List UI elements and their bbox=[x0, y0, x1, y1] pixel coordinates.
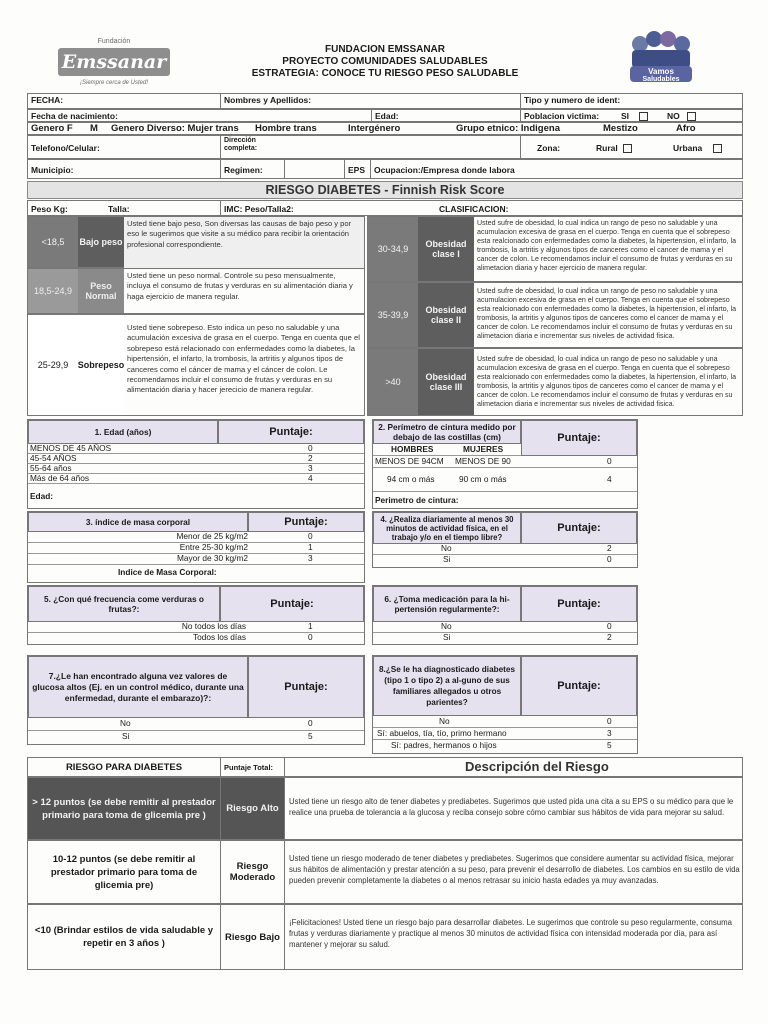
q8-option-0: No bbox=[439, 716, 450, 726]
q8-familiares-table bbox=[372, 655, 638, 754]
hombre-trans-label[interactable]: Hombre trans bbox=[255, 123, 317, 134]
form-row-4 bbox=[27, 135, 743, 159]
q2-footer-label: Perimetro de cintura: bbox=[375, 495, 459, 505]
q4-score-0: 2 bbox=[607, 543, 612, 553]
q2-hombres-label: HOMBRES bbox=[391, 444, 434, 454]
mestizo-label[interactable]: Mestizo bbox=[603, 123, 638, 134]
svg-text:Saludables: Saludables bbox=[642, 76, 680, 83]
q6-row-1[interactable] bbox=[373, 633, 637, 644]
q8-row-2[interactable] bbox=[373, 740, 637, 752]
q2-hombres-0: MENOS DE 94CM bbox=[375, 456, 444, 466]
municipio-label: Municipio: bbox=[31, 165, 74, 175]
q2-mujeres-label: MUJERES bbox=[463, 444, 504, 454]
imc-desc-peso-normal: Usted tiene un peso normal. Controle su peso mensualmente, incluya el consumo de frutas y verduras en su alimentación diaria y haga ejercicio de manera regular. bbox=[127, 271, 353, 301]
municipio-field[interactable] bbox=[28, 160, 221, 178]
risk-desc-header bbox=[285, 758, 744, 776]
risk-text-bajo: ¡Felicitaciones! Usted tiene un riesgo bajo para desarrollar diabetes. Le sugerimos que controle su peso regularmente, consuma frutas y verduras diariamente y practique al menos 30 minutos de actividad física con intensidad moderada por día, para así mantener y mejorar su salud. bbox=[289, 918, 732, 949]
poblacion-no-label: NO bbox=[667, 111, 680, 121]
imc-header-row bbox=[27, 200, 743, 216]
svg-text:Vamos: Vamos bbox=[648, 67, 674, 76]
poblacion-si-checkbox[interactable] bbox=[639, 112, 648, 121]
imc-label-obesidad-3: Obesidad clase III bbox=[418, 349, 474, 415]
q7-option-1: Si bbox=[122, 731, 130, 741]
q7-row-0[interactable] bbox=[28, 718, 364, 731]
q5-score-0: 1 bbox=[308, 621, 313, 631]
form-row-2 bbox=[27, 109, 743, 122]
q8-option-1: Sí: abuelos, tía, tío, primo hermano bbox=[377, 728, 507, 738]
imc-desc-obesidad-3: Usted sufre de obesidad, lo cual indica un rango de peso no saludable y una acumulacion excesiva de grasa en el cuerpo. Tenga en cuenta que el sobrepeso esta realcionado con enfermedades como la diabetes, la hipertension, el infarto, la trombosis, la artritis y algunos tipos de canceres como el cancer de mama y el cancer de colon. Le recomendamos incluir el consumo de frutas y verduras en su alimetacion diaria e incrementar sus niveles de actividad fisica. bbox=[477, 355, 737, 408]
eps-label: EPS bbox=[348, 165, 366, 175]
imc-label-obesidad-1: Obesidad clase I bbox=[418, 217, 474, 281]
imc-label-bajo-peso: Bajo peso bbox=[78, 217, 124, 267]
q4-row-0[interactable] bbox=[373, 544, 637, 555]
imc-band-sobrepeso bbox=[27, 314, 365, 416]
imc-range-obesidad-1: 30-34,9 bbox=[368, 217, 418, 281]
genero-field bbox=[28, 123, 744, 134]
q1-score-0: 0 bbox=[308, 443, 313, 453]
q4-row-1[interactable] bbox=[373, 555, 637, 566]
q1-row-0[interactable] bbox=[28, 444, 364, 454]
imc-desc-bajo-peso: Usted tiene bajo peso, Son diversas las causas de bajo peso y por eso le sugerimos que visite a su médico para recibir la orientación profesional correspondiente. bbox=[124, 217, 364, 269]
edad-label: Edad: bbox=[375, 111, 399, 121]
imc-field[interactable] bbox=[221, 201, 744, 215]
q1-footer[interactable] bbox=[28, 486, 364, 504]
form-row-5 bbox=[27, 159, 743, 179]
risk-header-row bbox=[27, 757, 743, 777]
q2-row-0[interactable] bbox=[373, 456, 637, 468]
q2-score-0: 0 bbox=[607, 456, 612, 466]
q2-cintura-table bbox=[372, 419, 638, 509]
q6-option-1: Si bbox=[443, 632, 451, 642]
risk-row-bajo bbox=[27, 904, 743, 970]
title-line-3: ESTRATEGIA: CONOCE TU RIESGO PESO SALUDABLE bbox=[251, 68, 519, 79]
q4-title: 4. ¿Realiza diariamente al menos 30 minutos de actividad física, en el trabajo y/o en el tiempo libre? bbox=[373, 512, 521, 544]
q6-score-1: 2 bbox=[607, 632, 612, 642]
q8-score-1: 3 bbox=[607, 728, 612, 738]
q3-option-1: Entre 25-30 kg/m2 bbox=[179, 542, 248, 552]
q1-footer-label: Edad: bbox=[30, 491, 54, 501]
q7-glucosa-table bbox=[27, 655, 365, 745]
peso-label: Peso Kg: bbox=[31, 204, 68, 214]
q8-puntaje-header: Puntaje: bbox=[521, 656, 637, 716]
q1-score-3: 4 bbox=[308, 473, 313, 483]
tipo-ident-label: Tipo y numero de ident: bbox=[524, 95, 621, 105]
q2-score-1: 4 bbox=[607, 474, 612, 484]
eps-field[interactable] bbox=[345, 160, 371, 178]
q1-row-1[interactable] bbox=[28, 454, 364, 464]
imc-band-obesidad-3 bbox=[367, 348, 743, 416]
q3-score-0: 0 bbox=[308, 531, 313, 541]
peso-field[interactable] bbox=[28, 201, 221, 215]
regimen-value[interactable] bbox=[285, 160, 345, 178]
risk-criteria-alto: > 12 puntos (se debe remitir al prestador primario para toma de glicemia pre ) bbox=[28, 778, 221, 839]
q8-row-0[interactable] bbox=[373, 716, 637, 728]
urbana-label: Urbana bbox=[673, 143, 703, 153]
ocupacion-label: Ocupacion:/Empresa donde labora bbox=[374, 165, 515, 175]
title-line-2: PROYECTO COMUNIDADES SALUDABLES bbox=[282, 56, 488, 67]
genero-m-label[interactable]: M bbox=[90, 123, 98, 134]
grupo-etnico-label[interactable]: Grupo etnico: Indigena bbox=[456, 123, 560, 134]
urbana-checkbox[interactable] bbox=[713, 144, 722, 153]
q8-row-1[interactable] bbox=[373, 728, 637, 740]
q2-gender-header bbox=[373, 444, 521, 456]
diabetes-title: RIESGO DIABETES - Finnish Risk Score bbox=[27, 181, 743, 199]
talla-label: Talla: bbox=[108, 204, 130, 214]
q6-option-0: No bbox=[441, 621, 452, 631]
q1-puntaje-header: Puntaje: bbox=[218, 420, 364, 444]
q4-option-1: Si bbox=[443, 554, 451, 564]
risk-level-moderado: Riesgo Moderado bbox=[221, 841, 285, 903]
q2-mujeres-1: 90 cm o más bbox=[459, 474, 507, 484]
q8-title: 8.¿Se le ha diagnosticado diabetes (tipo 1 o tipo 2) a al-guno de sus familiares allegados u otros parientes? bbox=[373, 656, 521, 716]
q7-score-1: 5 bbox=[308, 731, 313, 741]
imc-band-peso-normal bbox=[27, 268, 365, 314]
q5-row-1[interactable] bbox=[28, 633, 364, 644]
imc-desc-obesidad-2: Usted sufre de obesidad, lo cual indica un rango de peso no saludable y una acumulacion excesiva de grasa en el cuerpo. Tenga en cuenta que el sobrepeso esta realcionado con enfermedades como la diabetes, la hipertension, el infarto, la trombosis, la artritis y algunos tipos de canceres como el cancer de mama y el cancer de colon. Le recomendamos incluir el consumo de frutas y verduras en su alimetacion diaria e incrementar sus niveles de actividad fisica. bbox=[477, 287, 737, 340]
form-row-1 bbox=[27, 93, 743, 109]
imc-label: IMC: Peso/Talla2: bbox=[224, 204, 294, 214]
q6-row-0[interactable] bbox=[373, 622, 637, 633]
q1-row-3[interactable] bbox=[28, 474, 364, 484]
genero-diverso-label[interactable]: Genero Diverso: Mujer trans bbox=[111, 123, 239, 134]
zona-label: Zona: bbox=[537, 143, 561, 153]
document-title bbox=[220, 44, 550, 80]
imc-range-peso-normal: 18,5-24,9 bbox=[28, 269, 78, 313]
q5-option-0: No todos los días bbox=[181, 621, 246, 631]
q1-option-3: Más de 64 años bbox=[30, 473, 90, 483]
direccion-label: Dirección completa: bbox=[224, 137, 258, 152]
q3-option-2: Mayor de 30 kg/m2 bbox=[176, 553, 248, 563]
title-line-1: FUNDACION EMSSANAR bbox=[325, 44, 445, 55]
q4-option-0: No bbox=[441, 543, 452, 553]
q6-medicacion-table bbox=[372, 585, 638, 645]
zona-field bbox=[521, 136, 744, 158]
imc-band-obesidad-1 bbox=[367, 216, 743, 282]
nombres-field[interactable] bbox=[221, 94, 521, 108]
q3-puntaje-header: Puntaje: bbox=[248, 512, 364, 532]
poblacion-no-checkbox[interactable] bbox=[687, 112, 696, 121]
q3-option-0: Menor de 25 kg/m2 bbox=[176, 531, 248, 541]
q4-score-1: 0 bbox=[607, 554, 612, 564]
intergenero-label[interactable]: Intergénero bbox=[348, 123, 401, 134]
q2-title: 2. Perímetro de cintura medido por debajo de las costillas (cm) bbox=[373, 420, 521, 444]
poblacion-si-label: SI bbox=[621, 111, 630, 121]
fecha-nac-label: Fecha de nacimiento: bbox=[31, 111, 118, 121]
genero-label[interactable]: Genero F bbox=[31, 123, 73, 134]
risk-row-alto bbox=[27, 777, 743, 840]
q2-footer[interactable] bbox=[373, 492, 637, 508]
q3-footer[interactable] bbox=[28, 566, 364, 580]
q1-edad-table bbox=[27, 419, 365, 509]
risk-title: RIESGO PARA DIABETES bbox=[28, 758, 221, 776]
rural-label: Rural bbox=[596, 143, 618, 153]
logo-main-text: Emssanar bbox=[58, 48, 170, 76]
q7-title: 7.¿Le han encontrado alguna vez valores de glucosa altos (Ej. en un control médico, durante una enfermedad, durante el embarazo)?: bbox=[28, 656, 248, 718]
q1-option-0: MENOS DE 45 AÑOS bbox=[30, 443, 112, 453]
fecha-field[interactable] bbox=[28, 94, 221, 108]
imc-range-sobrepeso: 25-29,9 bbox=[28, 315, 78, 415]
risk-total-label: Puntaje Total: bbox=[221, 758, 285, 776]
q3-row-2[interactable] bbox=[28, 554, 364, 565]
logo-sub-text: ¡Siempre cerca de Usted! bbox=[79, 80, 149, 86]
q1-score-1: 2 bbox=[308, 453, 313, 463]
q5-title: 5. ¿Con qué frecuencia come verduras o frutas?: bbox=[28, 586, 220, 622]
form-row-3 bbox=[27, 122, 743, 135]
tipo-ident-field[interactable] bbox=[521, 94, 744, 108]
rural-checkbox[interactable] bbox=[623, 144, 632, 153]
nombres-label: Nombres y Apellidos: bbox=[224, 95, 312, 105]
q5-option-1: Todos los días bbox=[192, 632, 246, 642]
telefono-field[interactable] bbox=[28, 136, 221, 158]
q3-score-2: 3 bbox=[308, 553, 313, 563]
risk-level-bajo: Riesgo Bajo bbox=[221, 905, 285, 969]
q4-puntaje-header: Puntaje: bbox=[521, 512, 637, 544]
risk-criteria-bajo: <10 (Brindar estilos de vida saludable y repetir en 3 años ) bbox=[28, 905, 221, 969]
q3-imc-table bbox=[27, 511, 365, 583]
q1-title: 1. Edad (años) bbox=[28, 420, 218, 444]
imc-label-peso-normal: Peso Normal bbox=[78, 269, 124, 313]
q4-actividad-table bbox=[372, 511, 638, 568]
q7-puntaje-header: Puntaje: bbox=[248, 656, 364, 718]
risk-text-alto: Usted tiene un riesgo alto de tener diabetes y prediabetes. Sugerimos que usted pida una cita a su EPS o su médico para que le realice una prueba de tolerancia a la glucosa y reciba consejo sobre cómo cambiar sus hábitos de vida para mejorar su salud. bbox=[289, 797, 734, 817]
poblacion-label: Poblacion victima: bbox=[524, 111, 600, 121]
imc-range-obesidad-2: 35-39,9 bbox=[368, 283, 418, 347]
q1-option-2: 55-64 años bbox=[30, 463, 72, 473]
vamos-saludables-logo bbox=[626, 28, 696, 86]
q5-verduras-table bbox=[27, 585, 365, 645]
q8-score-0: 0 bbox=[607, 716, 612, 726]
q8-option-2: Sí: padres, hermanos o hijos bbox=[391, 740, 497, 750]
risk-criteria-moderado: 10-12 puntos (se debe remitir al prestador primario para toma de glicemia pre) bbox=[28, 841, 221, 903]
regimen-field[interactable] bbox=[221, 160, 285, 178]
q1-option-1: 45-54 AÑOS bbox=[30, 453, 77, 463]
risk-desc-title: Descripción del Riesgo bbox=[465, 759, 609, 774]
edad-field[interactable] bbox=[372, 110, 521, 121]
q5-puntaje-header: Puntaje: bbox=[220, 586, 364, 622]
clasificacion-label: CLASIFICACION: bbox=[439, 204, 509, 214]
q2-hombres-1: 94 cm o más bbox=[387, 474, 435, 484]
q3-title: 3. índice de masa corporal bbox=[28, 512, 248, 532]
imc-desc-sobrepeso: Usted tiene sobrepeso. Esto indica un peso no saludable y una acumulación excesiva de grasa en el cuerpo. Tenga en cuenta que el sobrepeso está relacionado con enfermedades como la diabetes, la hipertensión, el infarto, la trombosis, la artritis y algunos tipos de canceres como el cáncer de mama y el cáncer de colon. Le recomendamos incluir el consumo de frutas y verduras en su alimentación diaria y hacer jerecicio de manera regular. bbox=[127, 323, 360, 395]
logo-top-text: Fundación bbox=[97, 38, 131, 45]
q2-row-1[interactable] bbox=[373, 468, 637, 492]
risk-text-moderado: Usted tiene un riesgo moderado de tener diabetes y prediabetes. Sugerimos que considere aumentar su actividad física, mejorar sus hábitos de alimentación y prestar atención a su peso, para prevenir el desarrollo de diabetes. Los cambios en su estilo de vida pueden prevenir completamente la diabetes o al menos retrasar su inicio hasta edades ya muy avanzadas. bbox=[289, 854, 740, 885]
risk-row-moderado bbox=[27, 840, 743, 904]
q2-puntaje-header: Puntaje: bbox=[521, 420, 637, 456]
q7-score-0: 0 bbox=[308, 718, 313, 728]
q6-title: 6. ¿Toma medicación para la hi-pertensión regularmente?: bbox=[373, 586, 521, 622]
risk-level-alto: Riesgo Alto bbox=[221, 778, 285, 839]
q6-score-0: 0 bbox=[607, 621, 612, 631]
q3-footer-label: Indice de Masa Corporal: bbox=[118, 567, 217, 577]
regimen-label: Regimen: bbox=[224, 165, 263, 175]
emssanar-logo bbox=[58, 38, 170, 90]
q8-score-2: 5 bbox=[607, 740, 612, 750]
imc-band-bajo-peso bbox=[27, 216, 365, 268]
q3-score-1: 1 bbox=[308, 542, 313, 552]
imc-desc-obesidad-1: Usted sufre de obesidad, lo cual indica un rango de peso no saludable y una acumulacion excesiva de grasa en el cuerpo. Tenga en cuenta que el sobrepeso esta realcionado con enfermedades como la diabetes, la hipertension, el infarto, la trombosis, la artritis y algunos tipos de canceres como el cancer de mama y el cancer de colon. Le recomendamos incluir el consumo de frutas y verduras en su alimetacion diaria y hacer ejercicio de manera regular. bbox=[477, 219, 737, 272]
imc-band-obesidad-2 bbox=[367, 282, 743, 348]
q2-mujeres-0: MENOS DE 90 bbox=[455, 456, 511, 466]
direccion-field[interactable] bbox=[221, 136, 521, 158]
imc-range-bajo-peso: <18,5 bbox=[28, 217, 78, 267]
q7-row-1[interactable] bbox=[28, 731, 364, 744]
ocupacion-field[interactable] bbox=[371, 160, 744, 178]
q7-option-0: No bbox=[120, 718, 131, 728]
fecha-label: FECHA: bbox=[31, 95, 64, 105]
imc-label-obesidad-2: Obesidad clase II bbox=[418, 283, 474, 347]
telefono-label: Telefono/Celular: bbox=[31, 143, 100, 153]
fecha-nac-field[interactable] bbox=[28, 110, 372, 121]
q1-score-2: 3 bbox=[308, 463, 313, 473]
afro-label[interactable]: Afro bbox=[676, 123, 696, 134]
imc-label-sobrepeso: Sobrepeso bbox=[78, 315, 124, 415]
poblacion-field bbox=[521, 110, 744, 121]
q6-puntaje-header: Puntaje: bbox=[521, 586, 637, 622]
q5-score-1: 0 bbox=[308, 632, 313, 642]
imc-range-obesidad-3: >40 bbox=[368, 349, 418, 415]
